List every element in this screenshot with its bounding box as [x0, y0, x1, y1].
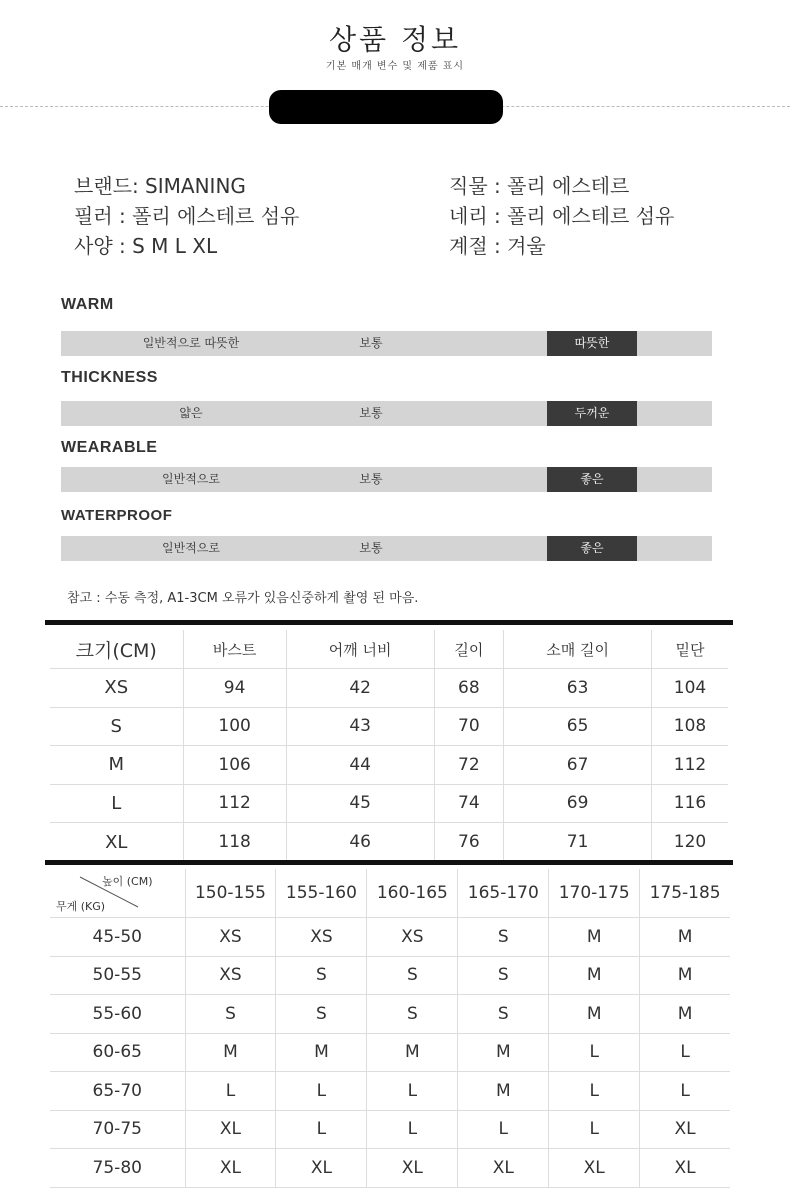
table-cell: S	[458, 956, 549, 995]
table-cell: 63	[504, 669, 652, 708]
table-cell: L	[50, 784, 183, 823]
column-header: 소매 길이	[504, 630, 652, 669]
black-banner	[269, 90, 503, 124]
table-cell: L	[640, 1033, 730, 1072]
column-header: 150-155	[185, 869, 276, 918]
table-cell: L	[276, 1110, 367, 1149]
table-cell: L	[549, 1033, 640, 1072]
spec-season: 계절 : 겨울	[449, 234, 546, 258]
rating-option: 일반적으로 따뜻한	[142, 336, 240, 350]
rating-option: 얇은	[179, 406, 203, 420]
table-cell: XL	[185, 1110, 276, 1149]
measurement-note: 참고 : 수동 측정, A1-3CM 오류가 있음신중하게 촬영 된 마음.	[67, 591, 419, 606]
table-cell: XL	[185, 1149, 276, 1188]
rating-label-warm: WARM	[61, 296, 114, 313]
size-table	[50, 630, 728, 861]
rating-option: 보통	[359, 541, 383, 555]
rating-label-thickness: THICKNESS	[61, 369, 158, 386]
table-cell: 100	[183, 707, 286, 746]
column-header: 크기(CM)	[50, 630, 183, 669]
table-cell: 69	[504, 784, 652, 823]
table-cell: L	[185, 1072, 276, 1111]
spec-brand: 브랜드: SIMANING	[74, 174, 246, 198]
table-cell: XL	[367, 1149, 458, 1188]
column-header: 175-185	[640, 869, 730, 918]
table-row	[50, 1110, 730, 1149]
table-cell: M	[276, 1033, 367, 1072]
table-cell: L	[276, 1072, 367, 1111]
table-row	[50, 823, 728, 862]
table-cell: 46	[286, 823, 434, 862]
table-cell: 50-55	[50, 956, 185, 995]
spec-sizes: 사양 : S M L XL	[74, 234, 218, 258]
table-cell: 72	[434, 746, 504, 785]
table-row	[50, 746, 728, 785]
table-cell: 65-70	[50, 1072, 185, 1111]
table-cell: M	[458, 1072, 549, 1111]
table-cell: L	[640, 1072, 730, 1111]
table-cell: L	[549, 1072, 640, 1111]
height-axis-label: 높이 (CM)	[102, 875, 153, 888]
table-cell: L	[367, 1072, 458, 1111]
table-cell: M	[640, 956, 730, 995]
rating-bar-waterproof	[61, 536, 712, 561]
table-row	[50, 995, 730, 1034]
table-cell: L	[458, 1110, 549, 1149]
table-cell: M	[549, 995, 640, 1034]
rating-bar-wearable	[61, 467, 712, 492]
table-cell: 68	[434, 669, 504, 708]
table-cell: 106	[183, 746, 286, 785]
table-cell: M	[367, 1033, 458, 1072]
table-cell: 120	[673, 832, 707, 852]
table-cell: 42	[286, 669, 434, 708]
table-cell: XL	[640, 1110, 730, 1149]
table-row	[50, 918, 730, 957]
table-cell: XS	[276, 918, 367, 957]
column-header: 바스트	[183, 630, 286, 669]
weight-axis-label: 무게 (KG)	[56, 900, 106, 913]
table-cell: 118	[183, 823, 286, 862]
rating-label-waterproof: WATERPROOF	[61, 507, 173, 524]
table-cell: XL	[640, 1149, 730, 1188]
rating-option: 보통	[359, 406, 383, 420]
page-title: 상품 정보	[328, 23, 462, 56]
table-cell: L	[367, 1110, 458, 1149]
page-subtitle: 기본 매개 변수 및 제품 표시	[325, 61, 465, 72]
column-header: 어깨 너비	[286, 630, 434, 669]
fit-table	[50, 869, 730, 1188]
table-cell: S	[276, 956, 367, 995]
spec-filler: 필러 : 폴리 에스테르 섬유	[74, 204, 300, 228]
rating-option: 보통	[359, 336, 383, 350]
spec-lining: 네리 : 폴리 에스테르 섬유	[449, 204, 675, 228]
table-row	[50, 1033, 730, 1072]
table-cell: 45	[286, 784, 434, 823]
table-cell: XL	[276, 1149, 367, 1188]
table-row	[50, 1149, 730, 1188]
table-cell: M	[640, 995, 730, 1034]
spec-fabric: 직물 : 폴리 에스테르	[449, 174, 630, 198]
table-cell: 116	[652, 784, 728, 823]
table-cell: S	[50, 707, 183, 746]
table-cell: L	[549, 1110, 640, 1149]
table-cell: M	[185, 1033, 276, 1072]
table-row	[50, 669, 728, 708]
table-cell: XS	[185, 918, 276, 957]
rating-option: 일반적으로	[162, 541, 220, 555]
table-cell: 71	[504, 823, 652, 862]
table-top-rule	[45, 620, 733, 625]
column-header: 160-165	[367, 869, 458, 918]
table-cell: S	[367, 956, 458, 995]
table-cell: S	[185, 995, 276, 1034]
rating-option-selected: 좋은	[547, 536, 637, 561]
table-cell: 65	[504, 707, 652, 746]
corner-header	[50, 869, 185, 918]
table-cell: 55-60	[50, 995, 185, 1034]
table-cell: S	[458, 918, 549, 957]
table-cell: 112	[652, 746, 728, 785]
column-header: 길이	[434, 630, 504, 669]
rating-option-selected: 두꺼운	[547, 401, 637, 426]
table-cell: 60-65	[50, 1033, 185, 1072]
table-cell: M	[549, 956, 640, 995]
table-cell: 112	[183, 784, 286, 823]
table-cell: 70-75	[50, 1110, 185, 1149]
table-cell: 74	[434, 784, 504, 823]
table-cell: XS	[50, 669, 183, 708]
table-cell: 104	[652, 669, 728, 708]
table-cell: M	[640, 918, 730, 957]
table-cell: 67	[504, 746, 652, 785]
rating-option: 보통	[359, 472, 383, 486]
table-header-row	[50, 630, 728, 669]
table-cell: XL	[50, 823, 183, 862]
table-cell: M	[549, 918, 640, 957]
table-cell: M	[458, 1033, 549, 1072]
table-cell: M	[50, 746, 183, 785]
rating-option-selected: 따뜻한	[547, 331, 637, 356]
table-divider-rule	[45, 860, 733, 865]
table-cell: S	[458, 995, 549, 1034]
rating-label-wearable: WEARABLE	[61, 439, 158, 456]
table-row	[50, 784, 728, 823]
table-cell: 44	[286, 746, 434, 785]
column-header: 170-175	[549, 869, 640, 918]
table-cell: 94	[183, 669, 286, 708]
table-cell: S	[367, 995, 458, 1034]
table-cell: XS	[185, 956, 276, 995]
table-cell: XS	[367, 918, 458, 957]
table-cell: 108	[652, 707, 728, 746]
table-cell: XL	[549, 1149, 640, 1188]
table-cell: S	[276, 995, 367, 1034]
table-cell: 43	[286, 707, 434, 746]
table-cell: 76	[434, 823, 504, 862]
column-header: 165-170	[458, 869, 549, 918]
table-header-row	[50, 869, 730, 918]
table-cell: XL	[458, 1149, 549, 1188]
table-cell: 70	[434, 707, 504, 746]
table-row	[50, 707, 728, 746]
table-cell: 45-50	[50, 918, 185, 957]
column-header: 밑단	[652, 630, 728, 669]
rating-option: 일반적으로	[162, 472, 220, 486]
rating-bar-warm	[61, 331, 712, 356]
table-row	[50, 1072, 730, 1111]
table-cell: 75-80	[50, 1149, 185, 1188]
rating-option-selected: 좋은	[547, 467, 637, 492]
table-row	[50, 956, 730, 995]
rating-bar-thickness	[61, 401, 712, 426]
column-header: 155-160	[276, 869, 367, 918]
